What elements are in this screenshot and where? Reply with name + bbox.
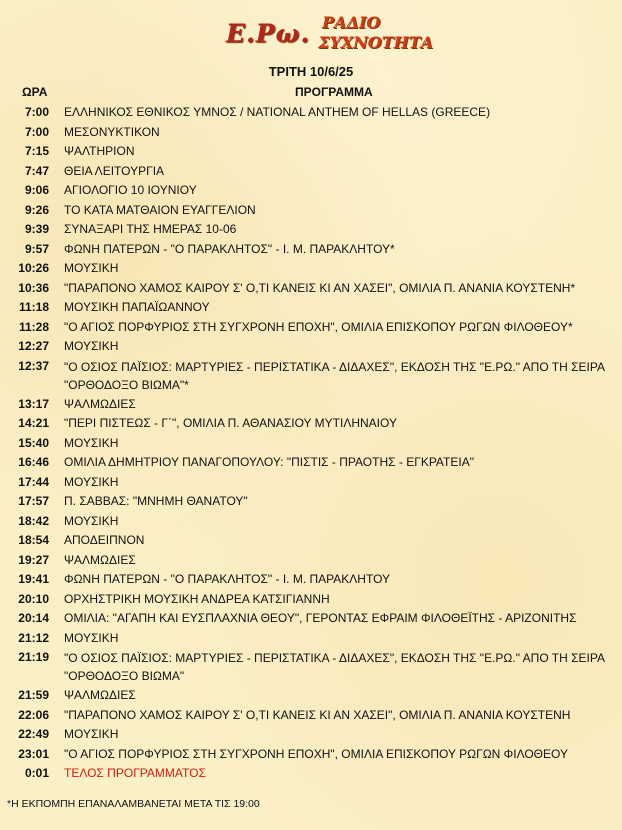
schedule-time: 18:42 — [18, 513, 49, 528]
schedule-program: ΕΛΛΗΝΙΚΟΣ ΕΘΝΙΚΟΣ ΥΜΝΟΣ / NATIONAL ANTHEM OF HELLAS (GREECE) — [64, 105, 491, 119]
schedule-time: 13:17 — [18, 396, 49, 411]
schedule-row — [10, 492, 615, 512]
schedule-row — [10, 648, 615, 686]
schedule-program: ΑΠΟΔΕΙΠΝΟΝ — [64, 533, 145, 547]
schedule-time: 20:10 — [18, 591, 49, 606]
schedule-time: 20:14 — [18, 611, 49, 625]
footnote: *Η ΕΚΠΟΜΠΗ ΕΠΑΝΑΛΑΜΒΑΝΕΤΑΙ ΜΕΤΑ ΤΙΣ 19:00 — [7, 798, 260, 810]
schedule-program: ΜΟΥΣΙΚΗ — [64, 339, 119, 353]
schedule-row — [10, 298, 615, 318]
radio-title-line-1: ΡΑΔΙΟ — [322, 13, 381, 32]
schedule-row — [10, 590, 615, 610]
schedule-time: 22:49 — [18, 727, 49, 741]
schedule-program: ΜΟΥΣΙΚΗ — [64, 474, 119, 489]
schedule-time: 7:00 — [24, 124, 49, 139]
radio-frequency-title — [318, 13, 433, 53]
schedule-program: ΑΓΙΟΛΟΓΙΟ 10 ΙΟΥΝΙΟΥ — [64, 183, 197, 197]
schedule-program: ΜΟΥΣΙΚΗ — [64, 261, 119, 275]
schedule-program: ΜΟΥΣΙΚΗ — [64, 513, 119, 528]
schedule-time: 11:28 — [18, 319, 49, 334]
schedule-time: 9:26 — [24, 202, 49, 217]
schedule-time: 10:26 — [18, 261, 49, 275]
schedule-program: ΦΩΝΗ ΠΑΤΕΡΩΝ - "Ο ΠΑΡΑΚΛΗΤΟΣ" - Ι. Μ. ΠΑΡΑΚΛΗΤΟΥ — [64, 572, 391, 586]
time-column-header: ΩΡΑ — [22, 85, 48, 99]
schedule-row — [10, 123, 615, 143]
schedule-row — [10, 181, 615, 201]
schedule-row — [10, 240, 615, 260]
schedule-row — [10, 453, 615, 473]
schedule-row — [10, 725, 615, 745]
schedule-time: 21:12 — [18, 630, 49, 645]
schedule-row — [10, 531, 615, 551]
schedule-row — [10, 279, 615, 299]
schedule-row — [10, 395, 615, 415]
schedule-time: 9:39 — [24, 222, 49, 236]
header — [0, 10, 622, 60]
schedule-row — [10, 414, 615, 434]
schedule-program: "ΠΑΡΑΠΟΝΟ ΧΑΜΟΣ ΚΑΙΡΟΥ Σ' Ο,ΤΙ ΚΑΝΕΙΣ ΚΙ ΑΝ ΧΑΣΕΙ", ΟΜΙΛΙΑ Π. ΑΝΑΝΙΑ ΚΟΥΣΤΕΝΗ* — [64, 280, 576, 295]
schedule-time: 0:01 — [24, 766, 49, 780]
schedule-row — [10, 220, 615, 240]
schedule-program: ΜΟΥΣΙΚΗ — [64, 630, 119, 645]
radio-title-line-2: ΣΥΧΝΟΤΗΤΑ — [318, 33, 434, 52]
schedule-row — [10, 686, 615, 706]
schedule-time: 23:01 — [18, 746, 49, 761]
schedule-row — [10, 259, 615, 279]
schedule-program: ΜΕΣΟΝΥΚΤΙΚΟΝ — [64, 124, 160, 139]
schedule-program: ΟΜΙΛΙΑ ΔΗΜΗΤΡΙΟΥ ΠΑΝΑΓΟΠΟΥΛΟΥ: "ΠΙΣΤΙΣ - ΠΡΑΟΤΗΣ - ΕΓΚΡΑΤΕΙΑ" — [64, 455, 474, 469]
schedule-time: 9:57 — [24, 241, 49, 256]
schedule-row — [10, 357, 615, 395]
schedule-time: 21:59 — [18, 688, 49, 702]
schedule-row — [10, 745, 615, 765]
schedule-row — [10, 434, 615, 454]
schedule-program: "ΠΕΡΙ ΠΙΣΤΕΩΣ - Γ΄", ΟΜΙΛΙΑ Π. ΑΘΑΝΑΣΙΟΥ ΜΥΤΙΛΗΝΑΙΟΥ — [64, 416, 397, 430]
schedule-row — [10, 162, 615, 182]
schedule-program: ΤΟ ΚΑΤΑ ΜΑΤΘΑΙΟΝ ΕΥΑΓΓΕΛΙΟΝ — [64, 202, 256, 217]
schedule-table — [10, 103, 615, 784]
schedule-program: ΜΟΥΣΙΚΗ — [64, 727, 119, 741]
schedule-time: 21:19 — [18, 650, 49, 664]
schedule-time: 7:00 — [24, 105, 49, 119]
schedule-time: 11:18 — [18, 300, 49, 314]
schedule-row — [10, 629, 615, 649]
schedule-time: 12:37 — [18, 358, 49, 373]
end-of-program: ΤΕΛΟΣ ΠΡΟΓΡΑΜΜΑΤΟΣ — [64, 766, 206, 780]
schedule-row — [10, 609, 615, 629]
schedule-row — [10, 512, 615, 532]
schedule-row — [10, 318, 615, 338]
schedule-program: ΘΕΙΑ ΛΕΙΤΟΥΡΓΙΑ — [64, 163, 165, 178]
schedule-row — [10, 473, 615, 493]
schedule-row — [10, 142, 615, 162]
schedule-row — [10, 103, 615, 123]
schedule-program: ΣΥΝΑΞΑΡΙ ΤΗΣ ΗΜΕΡΑΣ 10-06 — [64, 222, 237, 236]
schedule-row — [10, 706, 615, 726]
schedule-program: "Ο ΑΓΙΟΣ ΠΟΡΦΥΡΙΟΣ ΣΤΗ ΣΥΓΧΡΟΝΗ ΕΠΟΧΗ", ΟΜΙΛΙΑ ΕΠΙΣΚΟΠΟΥ ΡΩΓΩΝ ΦΙΛΟΘΕΟΥ — [64, 746, 568, 761]
schedule-time: 16:46 — [18, 455, 49, 469]
schedule-time: 19:41 — [18, 572, 49, 586]
schedule-time: 18:54 — [18, 533, 49, 547]
schedule-program: "Ο ΟΣΙΟΣ ΠΑΪΣΙΟΣ: ΜΑΡΤΥΡΙΕΣ - ΠΕΡΙΣΤΑΤΙΚΑ - ΔΙΔΑΧΕΣ", ΕΚΔΟΣΗ ΤΗΣ "Ε.ΡΩ." ΑΠΟ ΤΗ ΣΕΙΡΑ "ΟΡΘΟΔΟΞΟ ΒΙΩΜΑ" — [64, 651, 605, 683]
schedule-row — [10, 570, 615, 590]
schedule-time: 19:27 — [18, 552, 49, 567]
station-logo: Ε.Ρω. — [226, 19, 311, 48]
schedule-program: ΟΡΧΗΣΤΡΙΚΗ ΜΟΥΣΙΚΗ ΑΝΔΡΕΑ ΚΑΤΣΙΓΙΑΝΝΗ — [64, 591, 330, 606]
schedule-time: 14:21 — [18, 416, 49, 430]
program-column-header: ΠΡΟΓΡΑΜΜΑ — [295, 85, 373, 99]
schedule-program: ΨΑΛΤΗΡΙΟΝ — [64, 144, 135, 158]
schedule-row — [10, 551, 615, 571]
schedule-program: ΨΑΛΜΩΔΙΕΣ — [64, 396, 136, 411]
schedule-time: 15:40 — [18, 435, 49, 450]
schedule-program: Π. ΣΑΒΒΑΣ: "ΜΝΗΜΗ ΘΑΝΑΤΟΥ" — [64, 494, 248, 508]
schedule-time: 22:06 — [18, 707, 49, 722]
schedule-time: 7:15 — [24, 144, 49, 158]
schedule-time: 9:06 — [24, 183, 49, 197]
schedule-time: 17:57 — [18, 494, 49, 508]
schedule-program: ΜΟΥΣΙΚΗ ΠΑΠΑΪΩΑΝΝΟΥ — [64, 300, 210, 314]
schedule-program: ΦΩΝΗ ΠΑΤΕΡΩΝ - "Ο ΠΑΡΑΚΛΗΤΟΣ" - Ι. Μ. ΠΑΡΑΚΛΗΤΟΥ* — [64, 241, 395, 256]
schedule-time: 12:27 — [18, 339, 49, 353]
schedule-time: 17:44 — [18, 474, 49, 489]
schedule-date: ΤΡΙΤΗ 10/6/25 — [268, 64, 354, 79]
schedule-program: ΨΑΛΜΩΔΙΕΣ — [64, 552, 136, 567]
schedule-program: "Ο ΟΣΙΟΣ ΠΑΪΣΙΟΣ: ΜΑΡΤΥΡΙΕΣ - ΠΕΡΙΣΤΑΤΙΚΑ - ΔΙΔΑΧΕΣ", ΕΚΔΟΣΗ ΤΗΣ "Ε.ΡΩ." ΑΠΟ ΤΗ ΣΕΙΡΑ "ΟΡΘΟΔΟΞΟ ΒΙΩΜΑ"* — [64, 359, 605, 392]
schedule-row — [10, 201, 615, 221]
schedule-program: ΟΜΙΛΙΑ: "ΑΓΑΠΗ ΚΑΙ ΕΥΣΠΛΑΧΝΙΑ ΘΕΟΥ", ΓΕΡΟΝΤΑΣ ΕΦΡΑΙΜ ΦΙΛΟΘΕΪΤΗΣ - ΑΡΙΖΟΝΙΤΗΣ — [64, 611, 577, 625]
schedule-program: ΜΟΥΣΙΚΗ — [64, 435, 119, 450]
schedule-program: "ΠΑΡΑΠΟΝΟ ΧΑΜΟΣ ΚΑΙΡΟΥ Σ' Ο,ΤΙ ΚΑΝΕΙΣ ΚΙ ΑΝ ΧΑΣΕΙ", ΟΜΙΛΙΑ Π. ΑΝΑΝΙΑ ΚΟΥΣΤΕΝΗ — [64, 707, 571, 722]
schedule-row — [10, 337, 615, 357]
schedule-program: "Ο ΑΓΙΟΣ ΠΟΡΦΥΡΙΟΣ ΣΤΗ ΣΥΓΧΡΟΝΗ ΕΠΟΧΗ", ΟΜΙΛΙΑ ΕΠΙΣΚΟΠΟΥ ΡΩΓΩΝ ΦΙΛΟΘΕΟΥ* — [64, 319, 573, 334]
schedule-time: 10:36 — [18, 280, 49, 295]
schedule-time: 7:47 — [24, 163, 49, 178]
schedule-row — [10, 764, 615, 784]
schedule-program: ΨΑΛΜΩΔΙΕΣ — [64, 688, 136, 702]
